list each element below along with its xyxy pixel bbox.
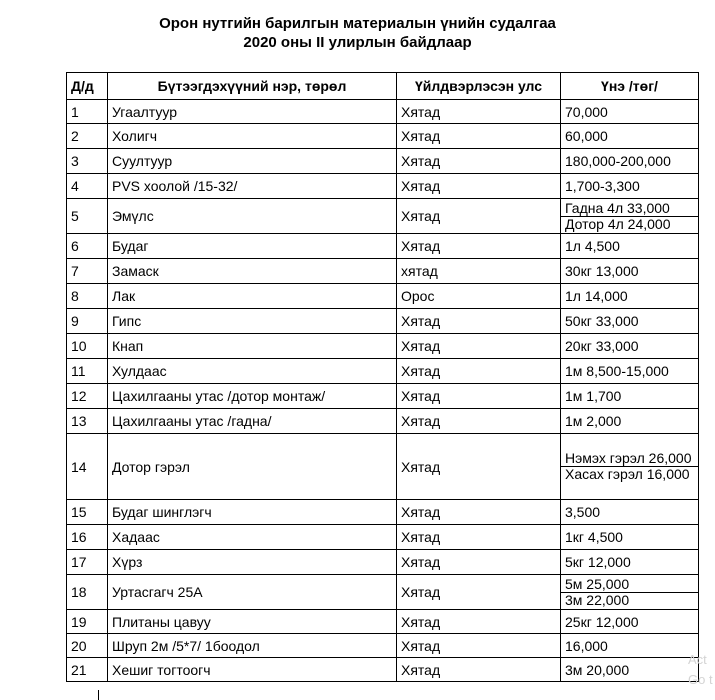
price-cell: 16,000 bbox=[561, 634, 699, 658]
product-name: Гипс bbox=[108, 309, 397, 334]
country: Орос bbox=[397, 284, 561, 309]
product-name: Лак bbox=[108, 284, 397, 309]
price-sub-value: 5м 25,000 bbox=[565, 575, 630, 592]
price-cell bbox=[561, 434, 699, 500]
product-name: Кнап bbox=[108, 334, 397, 359]
row-number: 10 bbox=[67, 334, 108, 359]
country: Хятад bbox=[397, 174, 561, 199]
country: Хятад bbox=[397, 149, 561, 174]
product-name: Эмүлс bbox=[108, 199, 397, 234]
product-name: Плитаны цавуу bbox=[108, 610, 397, 634]
price-sub-value: 3м 22,000 bbox=[561, 592, 698, 608]
product-name: Уртасгагч 25А bbox=[108, 575, 397, 610]
row-number: 2 bbox=[67, 124, 108, 149]
country: Хятад bbox=[397, 610, 561, 634]
price-cell bbox=[561, 575, 699, 610]
product-name: Шруп 2м /5*7/ 1боодол bbox=[108, 634, 397, 658]
product-name: Холигч bbox=[108, 124, 397, 149]
row-number: 15 bbox=[67, 500, 108, 525]
watermark-line-1: Act bbox=[688, 652, 707, 667]
country: Хятад bbox=[397, 525, 561, 550]
country: Хятад bbox=[397, 500, 561, 525]
country: Хятад bbox=[397, 124, 561, 149]
product-name: Будаг bbox=[108, 234, 397, 259]
table-row bbox=[67, 359, 699, 384]
table-row bbox=[67, 658, 699, 682]
price-cell: 70,000 bbox=[561, 100, 699, 124]
row-number: 8 bbox=[67, 284, 108, 309]
product-name: Дотор гэрэл bbox=[108, 434, 397, 500]
price-sub-value: Хасах гэрэл 16,000 bbox=[561, 466, 698, 482]
table-header-row bbox=[67, 73, 699, 100]
row-number: 6 bbox=[67, 234, 108, 259]
product-name: Хадаас bbox=[108, 525, 397, 550]
product-name: Хүрз bbox=[108, 550, 397, 575]
table-row bbox=[67, 149, 699, 174]
header-country: Үйлдвэрлэсэн улс bbox=[397, 73, 561, 100]
table-row bbox=[67, 309, 699, 334]
price-cell: 1л 4,500 bbox=[561, 234, 699, 259]
price-cell: 1м 8,500-15,000 bbox=[561, 359, 699, 384]
price-cell: 180,000-200,000 bbox=[561, 149, 699, 174]
country: Хятад bbox=[397, 234, 561, 259]
price-sub-value: Гадна 4л 33,000 bbox=[565, 199, 670, 216]
table-row bbox=[67, 334, 699, 359]
country: Хятад bbox=[397, 634, 561, 658]
price-sub-value: Нэмэх гэрэл 26,000 bbox=[565, 450, 692, 466]
row-number: 1 bbox=[67, 100, 108, 124]
price-cell: 3м 20,000 bbox=[561, 658, 699, 682]
table-row bbox=[67, 409, 699, 434]
country: Хятад bbox=[397, 575, 561, 610]
table-row bbox=[67, 199, 699, 234]
row-number: 16 bbox=[67, 525, 108, 550]
country: Хятад bbox=[397, 309, 561, 334]
product-name: Хулдаас bbox=[108, 359, 397, 384]
price-cell: 1м 1,700 bbox=[561, 384, 699, 409]
header-number: Д/д bbox=[67, 73, 108, 100]
row-number: 20 bbox=[67, 634, 108, 658]
price-cell: 1,700-3,300 bbox=[561, 174, 699, 199]
row-number: 11 bbox=[67, 359, 108, 384]
price-cell: 1л 14,000 bbox=[561, 284, 699, 309]
product-name: Замаск bbox=[108, 259, 397, 284]
row-number: 12 bbox=[67, 384, 108, 409]
price-cell: 30кг 13,000 bbox=[561, 259, 699, 284]
header-price: Үнэ /төг/ bbox=[561, 73, 699, 100]
row-number: 3 bbox=[67, 149, 108, 174]
country: Хятад bbox=[397, 199, 561, 234]
row-number: 13 bbox=[67, 409, 108, 434]
table-row bbox=[67, 284, 699, 309]
price-cell: 5кг 12,000 bbox=[561, 550, 699, 575]
title-line-2: 2020 оны II улирлын байдлаар bbox=[243, 34, 472, 51]
table-row bbox=[67, 550, 699, 575]
price-cell: 20кг 33,000 bbox=[561, 334, 699, 359]
row-number: 17 bbox=[67, 550, 108, 575]
table-row bbox=[67, 575, 699, 610]
table-row bbox=[67, 634, 699, 658]
product-name: Будаг шинглэгч bbox=[108, 500, 397, 525]
document-title bbox=[0, 14, 715, 52]
row-number: 5 bbox=[67, 199, 108, 234]
title-line-1: Орон нутгийн барилгын материалын үнийн судалгаа bbox=[159, 15, 556, 32]
product-name: PVS хоолой /15-32/ bbox=[108, 174, 397, 199]
product-name: Цахилгааны утас /дотор монтаж/ bbox=[108, 384, 397, 409]
row-number: 19 bbox=[67, 610, 108, 634]
price-cell: 25кг 12,000 bbox=[561, 610, 699, 634]
row-number: 7 bbox=[67, 259, 108, 284]
country: Хятад bbox=[397, 658, 561, 682]
country: Хятад bbox=[397, 434, 561, 500]
price-cell: 1м 2,000 bbox=[561, 409, 699, 434]
row-number: 21 bbox=[67, 658, 108, 682]
price-table bbox=[66, 72, 699, 682]
margin-line bbox=[98, 690, 99, 700]
country: Хятад bbox=[397, 100, 561, 124]
row-number: 18 bbox=[67, 575, 108, 610]
table-body bbox=[67, 100, 699, 682]
price-cell: 60,000 bbox=[561, 124, 699, 149]
price-cell: 1кг 4,500 bbox=[561, 525, 699, 550]
country: Хятад bbox=[397, 550, 561, 575]
country: хятад bbox=[397, 259, 561, 284]
product-name: Суултуур bbox=[108, 149, 397, 174]
country: Хятад bbox=[397, 334, 561, 359]
row-number: 14 bbox=[67, 434, 108, 500]
table-row bbox=[67, 100, 699, 124]
table-row bbox=[67, 259, 699, 284]
row-number: 9 bbox=[67, 309, 108, 334]
table-row bbox=[67, 234, 699, 259]
header-product: Бүтээгдэхүүний нэр, төрөл bbox=[108, 73, 397, 100]
product-name: Хешиг тогтоогч bbox=[108, 658, 397, 682]
row-number: 4 bbox=[67, 174, 108, 199]
country: Хятад bbox=[397, 359, 561, 384]
table-row bbox=[67, 124, 699, 149]
country: Хятад bbox=[397, 384, 561, 409]
price-sub-value: Дотор 4л 24,000 bbox=[561, 216, 698, 232]
watermark-line-2: Go t bbox=[688, 672, 713, 687]
price-cell: 50кг 33,000 bbox=[561, 309, 699, 334]
product-name: Цахилгааны утас /гадна/ bbox=[108, 409, 397, 434]
table-row bbox=[67, 525, 699, 550]
table-row bbox=[67, 610, 699, 634]
price-cell bbox=[561, 199, 699, 234]
product-name: Угаалтуур bbox=[108, 100, 397, 124]
table-row bbox=[67, 174, 699, 199]
price-cell: 3,500 bbox=[561, 500, 699, 525]
table-row bbox=[67, 500, 699, 525]
country: Хятад bbox=[397, 409, 561, 434]
table-row bbox=[67, 434, 699, 500]
table-row bbox=[67, 384, 699, 409]
